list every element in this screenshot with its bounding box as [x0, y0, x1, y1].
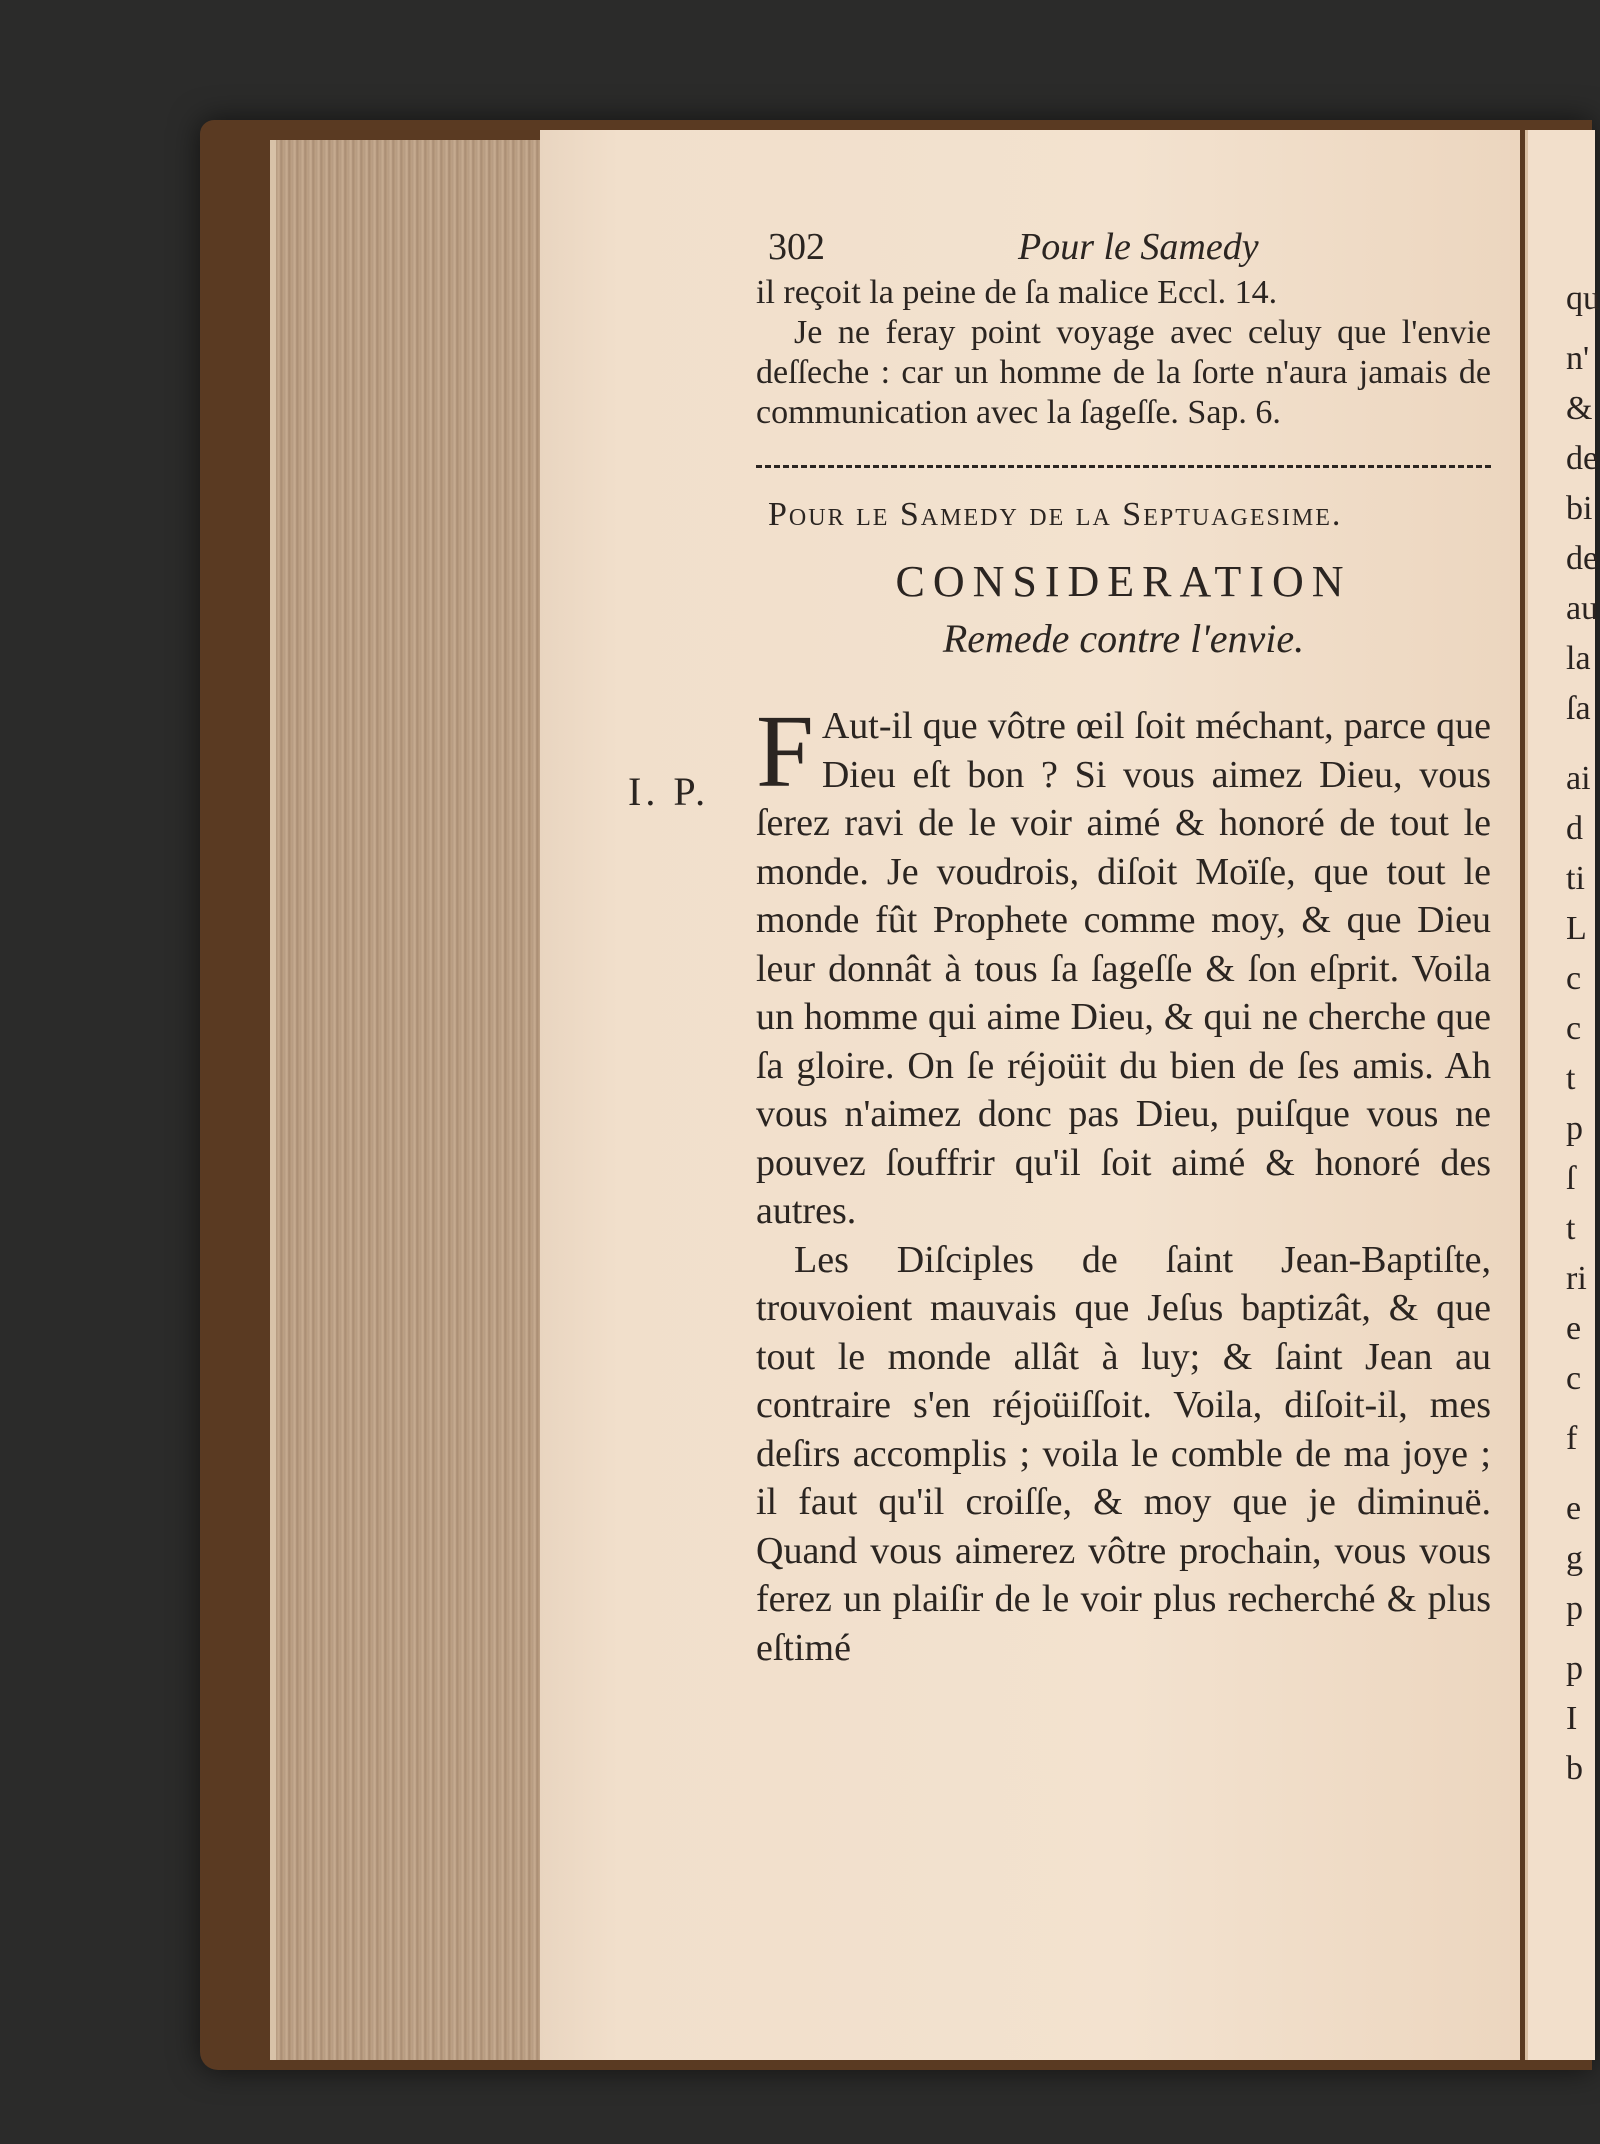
section-subtitle: Remede contre l'envie. [942, 616, 1305, 661]
running-title: Pour le Samedy [1018, 226, 1259, 268]
paragraph-1-text: Aut-il que vôtre œil ſoit méchant, parce que Dieu eſt bon ? Si vous aimez Dieu, vous ſerez ravi de le voir aimé & honoré de tout le monde. Je voudrois, diſoit Moïſe, que tout le monde fût Prophete comme moy, & que Dieu leur donnât à tous ſa ſageſſe & ſon eſprit. Voila un homme qui aime Dieu, & qui ne cherche que ſa gloire. On ſe réjoüit du bien de ſes amis. Ah vous n'aimez donc pas Dieu, puiſque vous ne pouvez ſouffrir qu'il ſoit aimé & honoré des autres. [756, 705, 1491, 1232]
next-page-fragment: ſ [1566, 1160, 1576, 1197]
next-page-fragment: d [1566, 810, 1583, 847]
right-page-edge [1525, 130, 1600, 2060]
next-page-fragment: f [1566, 1420, 1578, 1457]
carryover-line: il reçoit la peine de ſa malice Eccl. 14. [756, 274, 1278, 311]
page-number: 302 [768, 226, 825, 268]
next-page-fragment: p [1566, 1110, 1583, 1147]
next-page-fragment: ſa [1566, 690, 1591, 727]
next-page-fragment: ti [1566, 860, 1585, 897]
next-page-fragment: I [1566, 1700, 1578, 1737]
next-page-fragment: n' [1566, 340, 1590, 377]
next-page-fragment: bi [1566, 490, 1593, 527]
next-page-fragment: p [1566, 1650, 1583, 1687]
next-page-fragment: c [1566, 1010, 1582, 1047]
running-head [756, 225, 1491, 273]
next-page-fragment: au [1566, 590, 1599, 627]
section-title: CONSIDERATION [895, 557, 1352, 606]
drop-cap: F [756, 694, 814, 809]
carryover-text [756, 273, 1491, 433]
page-edges [270, 140, 546, 2060]
next-page-fragment: c [1566, 1360, 1582, 1397]
next-page-fragment: c [1566, 960, 1582, 997]
next-page-fragment: t [1566, 1210, 1576, 1247]
next-page-fragment: & [1566, 390, 1593, 427]
next-page-fragment: qu [1566, 280, 1600, 317]
next-page-fragment: ai [1566, 760, 1591, 797]
next-page-fragment: e [1566, 1490, 1582, 1527]
next-page-fragment: t [1566, 1060, 1576, 1097]
next-page-fragment: ri [1566, 1260, 1587, 1297]
page-text [756, 225, 1491, 1672]
paragraph-2: Les Diſciples de ſaint Jean-Baptiſte, trouvoient mauvais que Jeſus baptizât, & que tout le monde allât à luy; & ſaint Jean au contraire s'en réjoüiſſoit. Voila, diſoit-il, mes deſirs accomplis ; voila le comble de ma joye ; il faut qu'il croiſſe, & moy que je diminuë. Quand vous aimerez vôtre prochain, vous vous ferez un plaiſir de le voir plus recherché & plus eſtimé [756, 1238, 1491, 1669]
carryover-paragraph: Je ne feray point voyage avec celuy que l'envie deſſeche : car un homme de la ſorte n'aura jamais de communication avec la ſageſſe. Sap. 6. [756, 314, 1491, 431]
next-page-fragment: L [1566, 910, 1587, 947]
next-page-fragment: e [1566, 1310, 1582, 1347]
section-heading: Pour le Samedy de la Septuagesime. [768, 496, 1343, 533]
next-page-fragment: g [1566, 1540, 1583, 1577]
next-page-fragment: b [1566, 1750, 1583, 1787]
divider-rule [756, 465, 1491, 468]
next-page-fragment: de [1566, 540, 1599, 577]
body-text [756, 694, 1491, 1672]
next-page-fragment: p [1566, 1590, 1583, 1627]
next-page-fragment: de [1566, 440, 1599, 477]
paragraph-1 [756, 694, 1491, 1236]
next-page-fragment: la [1566, 640, 1591, 677]
margin-marker: I. P. [628, 769, 710, 814]
